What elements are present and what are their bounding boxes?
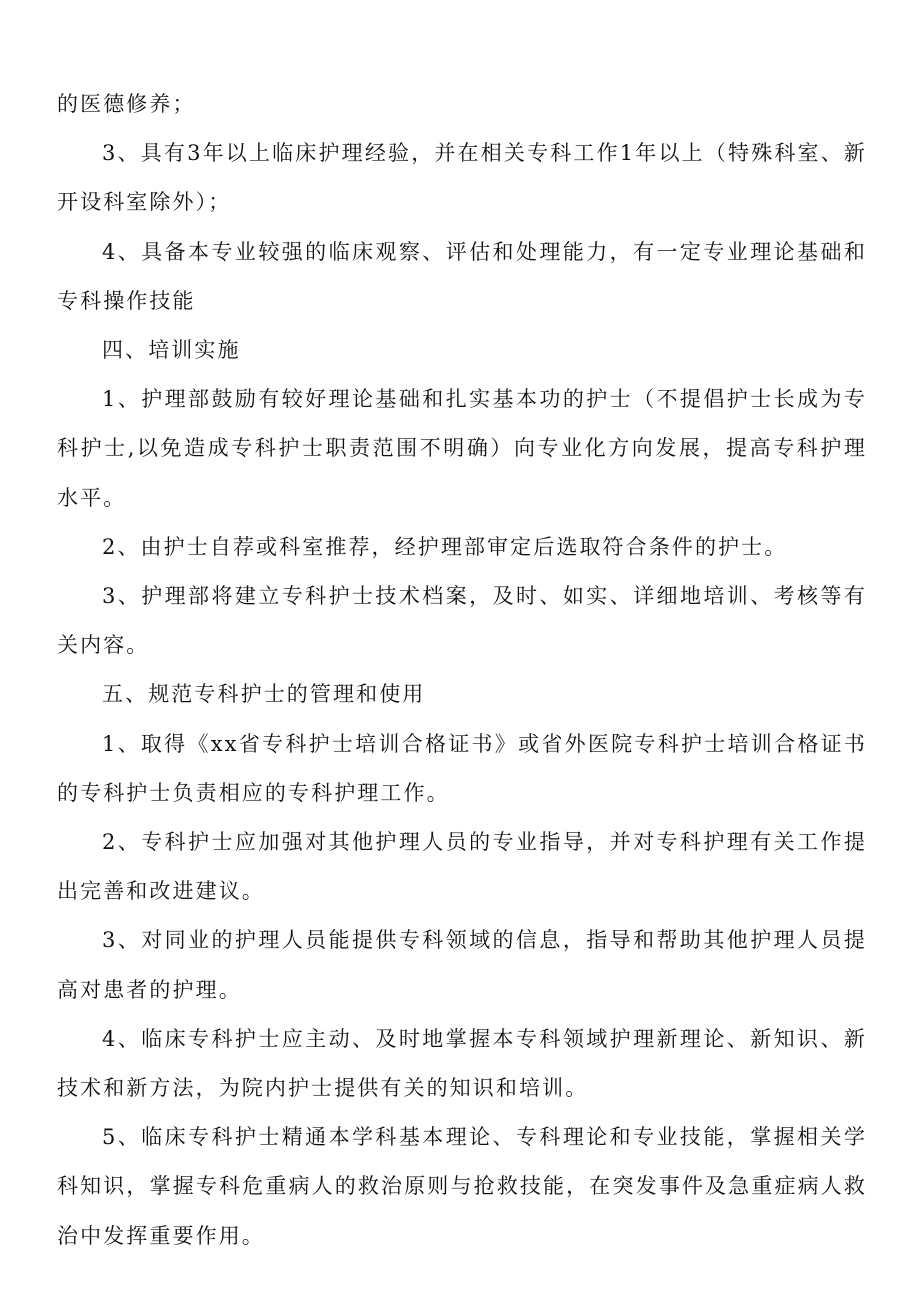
section-heading-management: 五、规范专科护士的管理和使用 (102, 682, 426, 707)
management-item-5: 5、临床专科护士精通本学科基本理论、专科理论和专业技能，掌握相关学科知识，掌握专科危重病人的救治原则与抢救技能，在突发事件及急重症病人救治中发挥重要作用。 (57, 1125, 867, 1248)
section-heading-training: 四、培训实施 (102, 338, 241, 363)
training-item-1: 1、护理部鼓励有较好理论基础和扎实基本功的护士（不提倡护士长成为专科护士,以免造成专科护士职责范围不明确）向专业化方向发展，提高专科护理水平。 (57, 387, 867, 510)
management-item-2: 2、专科护士应加强对其他护理人员的专业指导，并对专科护理有关工作提出完善和改进建议。 (57, 830, 867, 904)
management-item-3: 3、对同业的护理人员能提供专科领域的信息，指导和帮助其他护理人员提高对患者的护理。 (57, 928, 867, 1002)
training-item-3: 3、护理部将建立专科护士技术档案，及时、如实、详细地培训、考核等有关内容。 (57, 584, 867, 658)
requirement-item-3: 3、具有3年以上临床护理经验，并在相关专科工作1年以上（特殊科室、新开设科室除外）； (57, 141, 867, 215)
requirement-item-4: 4、具备本专业较强的临床观察、评估和处理能力，有一定专业理论基础和专科操作技能 (57, 239, 867, 313)
management-item-1: 1、取得《xx省专科护士培训合格证书》或省外医院专科护士培训合格证书的专科护士负责相应的专科护理工作。 (57, 731, 867, 805)
document-page (57, 80, 867, 1261)
training-item-2: 2、由护士自荐或科室推荐，经护理部审定后选取符合条件的护士。 (102, 534, 788, 559)
management-item-4: 4、临床专科护士应主动、及时地掌握本专科领域护理新理论、新知识、新技术和新方法，为院内护士提供有关的知识和培训。 (57, 1026, 867, 1101)
paragraph-continuation: 的医德修养； (57, 92, 196, 116)
